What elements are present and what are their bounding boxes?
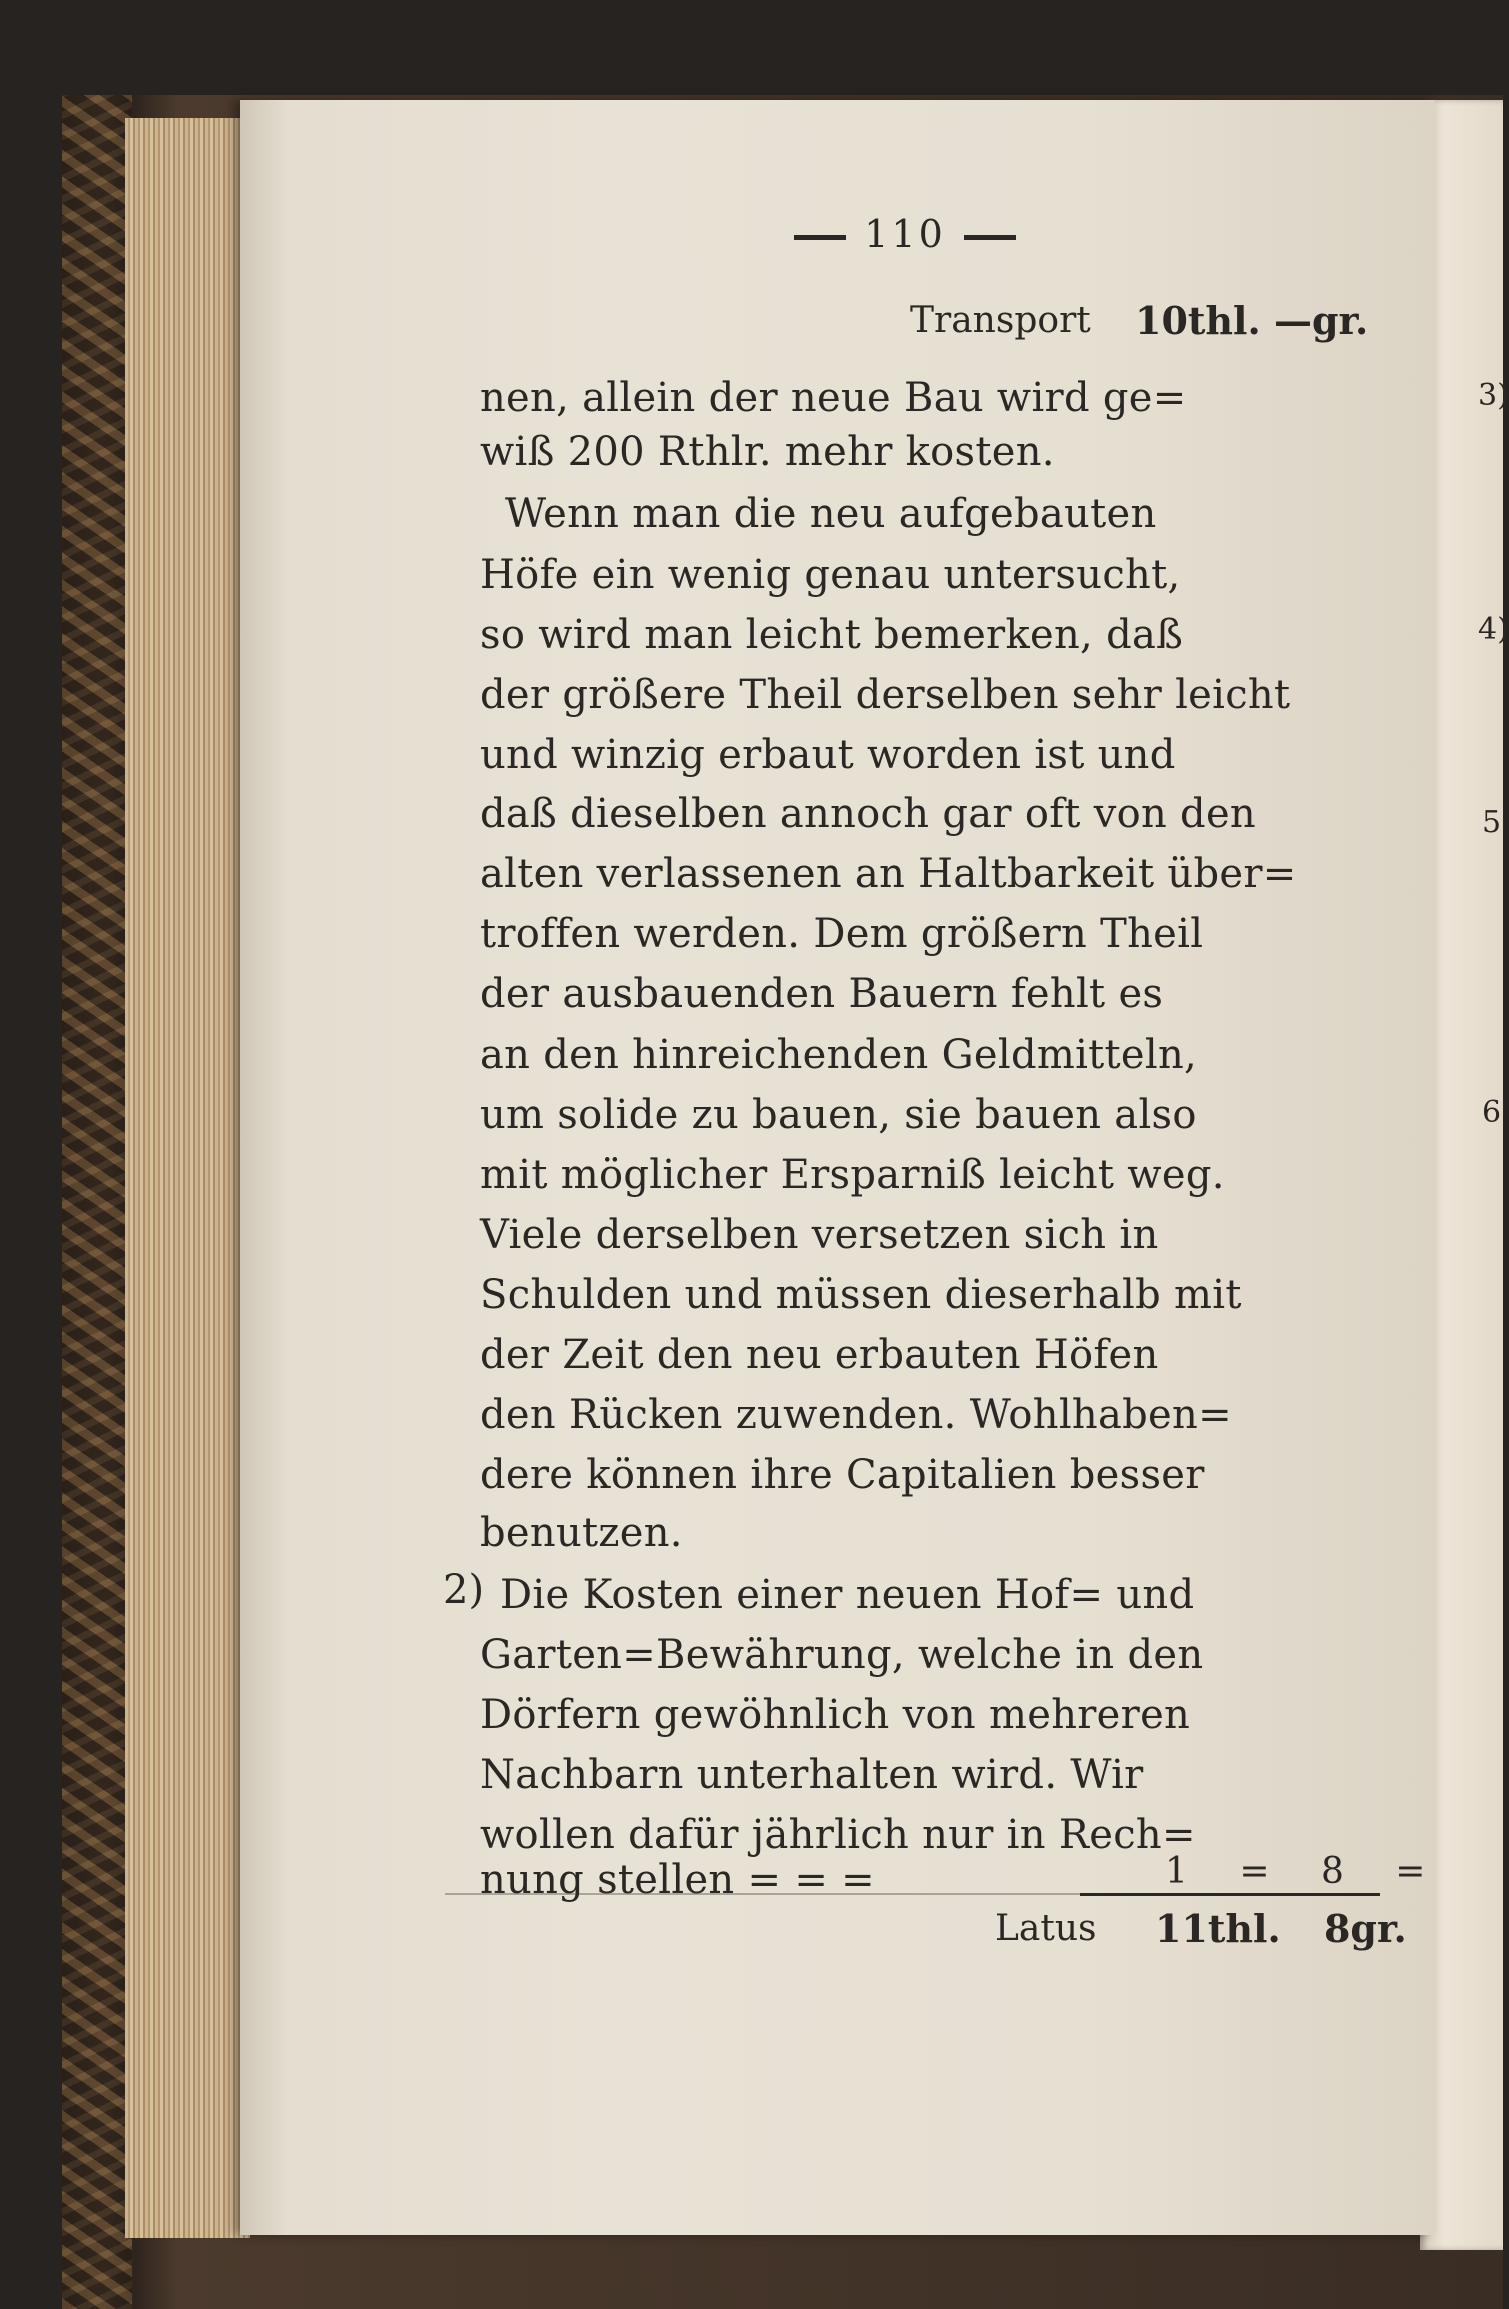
margin-mark: 6 [1482, 1095, 1502, 1130]
page-edges [125, 118, 250, 2238]
marbled-board [62, 95, 132, 2309]
text-line: um solide zu bauen, sie bauen also [480, 1092, 1197, 1138]
text-line: Höfe ein wenig genau untersucht, [480, 552, 1181, 598]
transport-label: Transport [910, 300, 1091, 341]
margin-mark: 3) [1478, 378, 1509, 413]
page-header [755, 212, 1055, 256]
faint-rule [445, 1893, 1085, 1895]
margin-mark: 4) [1478, 612, 1509, 647]
text-line: mit möglicher Ersparniß leicht weg. [480, 1152, 1225, 1198]
text-line: und winzig erbaut worden ist und [480, 732, 1176, 778]
text-line: Viele derselben versetzen sich in [480, 1212, 1159, 1258]
transport-value: 10thl. —gr. [1135, 298, 1369, 343]
text-line: alten verlassenen an Haltbarkeit über= [480, 851, 1297, 897]
line-amount: 1 = 8 = [1165, 1851, 1426, 1892]
text-line: Schulden und müssen dieserhalb mit [480, 1272, 1242, 1318]
text-line: Wenn man die neu aufgebauten [505, 491, 1157, 537]
margin-mark: 5 [1482, 805, 1502, 840]
sum-rule [1080, 1893, 1380, 1896]
latus-label: Latus [995, 1908, 1097, 1949]
text-line: troffen werden. Dem größern Theil [480, 911, 1204, 957]
header-dash [964, 235, 1016, 240]
page-number: 110 [864, 212, 946, 256]
list-marker: 2) [443, 1567, 485, 1613]
text-line: nung stellen = = = [480, 1857, 875, 1903]
header-dash [794, 235, 846, 240]
text-line: wollen dafür jährlich nur in Rech= [480, 1812, 1196, 1858]
text-line: der ausbauenden Bauern fehlt es [480, 971, 1164, 1017]
text-line: dere können ihre Capitalien besser [480, 1452, 1205, 1498]
text-line: Die Kosten einer neuen Hof= und [500, 1572, 1195, 1618]
text-line: wiß 200 Rthlr. mehr kosten. [480, 429, 1055, 475]
text-line: nen, allein der neue Bau wird ge= [480, 375, 1187, 421]
text-line: Dörfern gewöhnlich von mehreren [480, 1692, 1191, 1738]
text-line: Garten=Bewährung, welche in den [480, 1632, 1204, 1678]
text-line: der größere Theil derselben sehr leicht [480, 672, 1291, 718]
text-line: an den hinreichenden Geldmitteln, [480, 1032, 1198, 1078]
latus-value: 11thl. 8gr. [1155, 1906, 1407, 1951]
text-line: den Rücken zuwenden. Wohlhaben= [480, 1392, 1232, 1438]
text-line: Nachbarn unterhalten wird. Wir [480, 1752, 1144, 1798]
text-line: daß dieselben annoch gar oft von den [480, 791, 1256, 837]
text-line: der Zeit den neu erbauten Höfen [480, 1332, 1159, 1378]
text-line: so wird man leicht bemerken, daß [480, 612, 1184, 658]
text-line: benutzen. [480, 1510, 683, 1556]
